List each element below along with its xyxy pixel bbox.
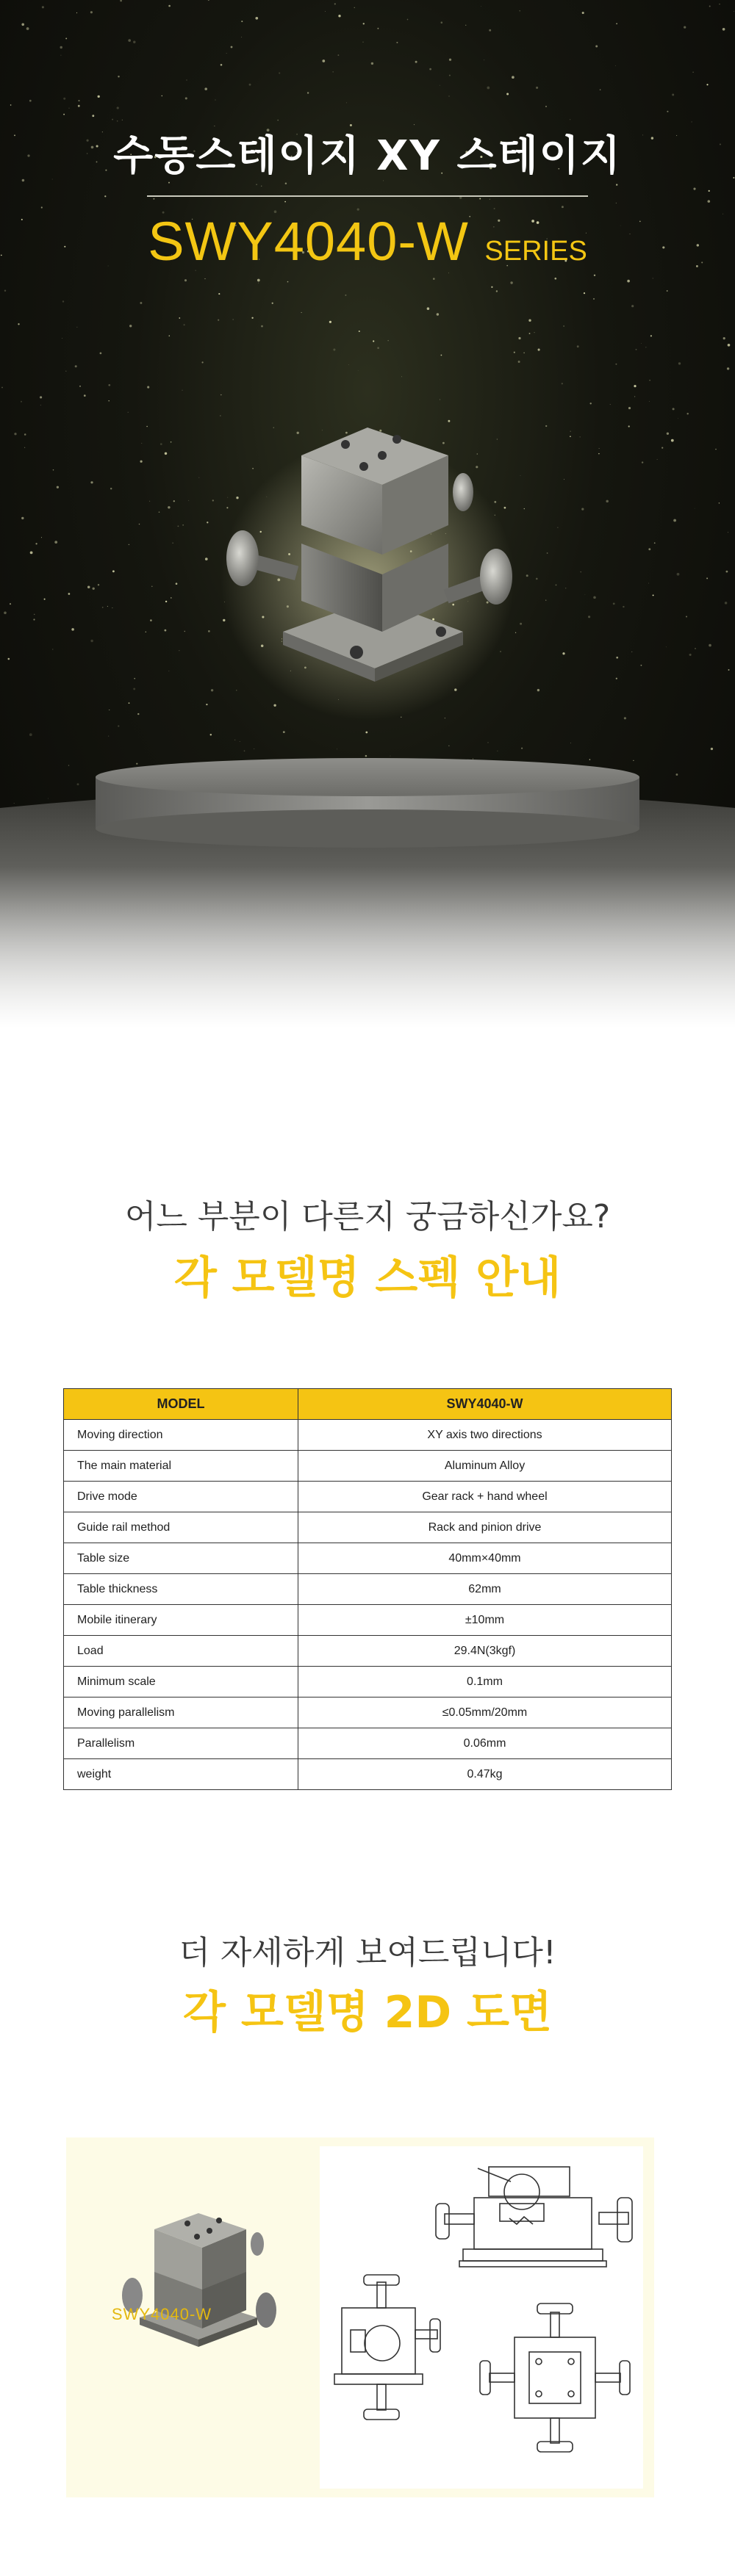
spec-row-label: Guide rail method: [64, 1512, 298, 1543]
xy-stage-product-image: [206, 411, 529, 720]
spec-row-value: 0.1mm: [298, 1667, 672, 1698]
spec-table-row: [64, 1451, 672, 1482]
spec-row-value: ≤0.05mm/20mm: [298, 1698, 672, 1728]
spec-row-value: 62mm: [298, 1574, 672, 1605]
spec-row-value: 40mm×40mm: [298, 1543, 672, 1574]
spec-row-label: Parallelism: [64, 1728, 298, 1759]
spec-table-row: [64, 1605, 672, 1636]
hero-model-code: SWY4040-W: [148, 211, 469, 272]
spec-table: [63, 1388, 672, 1790]
spec-row-label: Mobile itinerary: [64, 1605, 298, 1636]
spec-row-value: Aluminum Alloy: [298, 1451, 672, 1482]
spec-table-row: [64, 1698, 672, 1728]
spec-header-label: MODEL: [64, 1389, 298, 1420]
spec-table-row: [64, 1482, 672, 1512]
drawing-section-title: 각 모델명 2D 도면: [183, 1987, 552, 2038]
spec-row-value: 29.4N(3kgf): [298, 1636, 672, 1667]
spec-table-row: [64, 1728, 672, 1759]
spec-row-value: XY axis two directions: [298, 1420, 672, 1451]
drawing-question-text: 더 자세하게 보여드립니다!: [179, 1934, 556, 1971]
hero-fade-overlay: [0, 867, 735, 1028]
spec-table-row: [64, 1636, 672, 1667]
hero-banner: [0, 0, 735, 1028]
technical-drawing: [320, 2146, 643, 2489]
spec-question-text: 어느 부분이 다른지 궁금하신가요?: [124, 1198, 611, 1235]
spec-table-body: [64, 1420, 672, 1790]
hero-divider: [147, 195, 588, 197]
spec-table-row: [64, 1759, 672, 1790]
spec-table-row: [64, 1512, 672, 1543]
spec-table-row: [64, 1543, 672, 1574]
hero-title: 수동스테이지 XY 스테이지: [113, 132, 622, 180]
spec-row-label: Moving parallelism: [64, 1698, 298, 1728]
hero-model-name: [0, 210, 735, 273]
product-thumbnail-image: [110, 2207, 287, 2354]
spec-row-value: Rack and pinion drive: [298, 1512, 672, 1543]
spec-section-title: 각 모델명 스펙 안내: [173, 1252, 562, 1304]
spec-row-value: ±10mm: [298, 1605, 672, 1636]
spec-table-row: [64, 1420, 672, 1451]
spec-row-value: Gear rack + hand wheel: [298, 1482, 672, 1512]
spec-table-row: [64, 1667, 672, 1698]
spec-row-label: Drive mode: [64, 1482, 298, 1512]
technical-drawing-lines: [320, 2146, 643, 2489]
spec-row-label: weight: [64, 1759, 298, 1790]
spec-row-value: 0.47kg: [298, 1759, 672, 1790]
drawing-product-label: SWY4040-W: [111, 2305, 212, 2323]
spec-row-value: 0.06mm: [298, 1728, 672, 1759]
spec-row-label: Moving direction: [64, 1420, 298, 1451]
spec-row-label: Minimum scale: [64, 1667, 298, 1698]
spec-row-label: Load: [64, 1636, 298, 1667]
spec-row-label: Table size: [64, 1543, 298, 1574]
hero-series-label: SERIES: [484, 236, 587, 267]
spec-table-header: [64, 1389, 672, 1420]
spec-row-label: Table thickness: [64, 1574, 298, 1605]
spec-table-row: [64, 1574, 672, 1605]
spec-header-value: SWY4040-W: [298, 1389, 672, 1420]
spec-row-label: The main material: [64, 1451, 298, 1482]
